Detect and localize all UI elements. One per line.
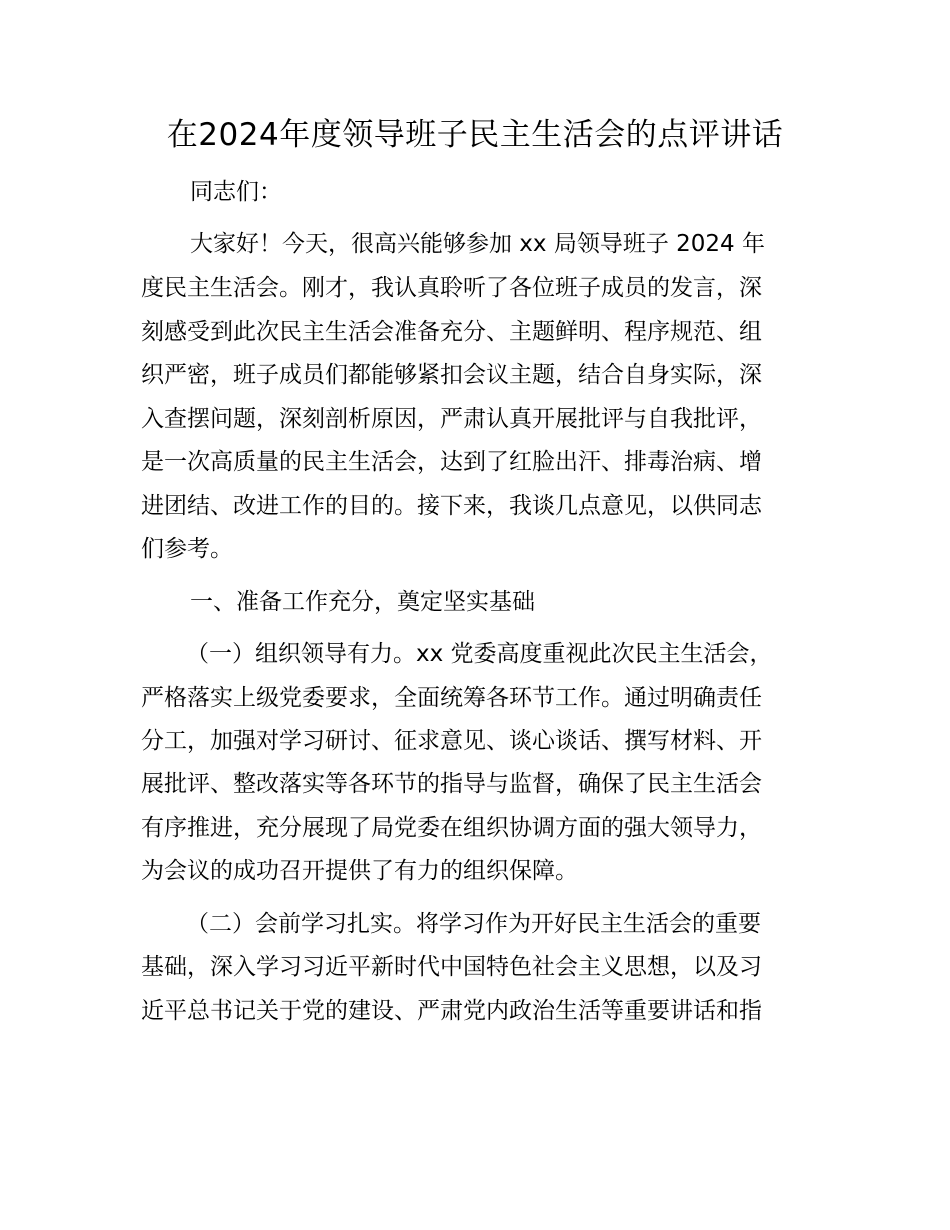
section-heading-1: 一、准备工作充分，奠定坚实基础 [190,589,535,615]
paragraph-1-line-4: 织严密，班子成员们都能够紧扣会议主题，结合自身实际，深 [141,362,762,388]
salutation: 同志们： [190,179,282,205]
paragraph-1-line-5: 入查摆问题，深刻剖析原因，严肃认真开展批评与自我批评， [141,406,762,432]
paragraph-3-line-3: 近平总书记关于党的建设、严肃党内政治生活等重要讲话和指 [141,998,762,1024]
paragraph-3-line-1: （二）会前学习扎实。将学习作为开好民主生活会的重要 [186,911,761,937]
paragraph-2-line-2: 严格落实上级党委要求，全面统筹各环节工作。通过明确责任 [141,685,762,711]
paragraph-1-line-8: 们参考。 [141,536,233,562]
paragraph-2-line-6: 为会议的成功召开提供了有力的组织保障。 [141,858,578,884]
paragraph-2-line-4: 展批评、整改落实等各环节的指导与监督，确保了民主生活会 [141,771,762,797]
paragraph-1-line-1: 大家好！今天，很高兴能够参加 xx 局领导班子 2024 年 [190,231,765,257]
paragraph-3-line-2: 基础，深入学习习近平新时代中国特色社会主义思想，以及习 [141,954,762,980]
document-title: 在2024年度领导班子民主生活会的点评讲话 [166,117,784,153]
paragraph-2-line-5: 有序推进，充分展现了局党委在组织协调方面的强大领导力， [141,815,762,841]
paragraph-2-line-1: （一）组织领导有力。xx 党委高度重视此次民主生活会， [186,641,773,667]
paragraph-2-line-3: 分工，加强对学习研讨、征求意见、谈心谈话、撰写材料、开 [141,728,762,754]
paragraph-1-line-2: 度民主生活会。刚才，我认真聆听了各位班子成员的发言，深 [141,275,762,301]
paragraph-1-line-3: 刻感受到此次民主生活会准备充分、主题鲜明、程序规范、组 [141,319,762,345]
paragraph-1-line-7: 进团结、改进工作的目的。接下来，我谈几点意见，以供同志 [141,493,762,519]
paragraph-1-line-6: 是一次高质量的民主生活会，达到了红脸出汗、排毒治病、增 [141,449,762,475]
